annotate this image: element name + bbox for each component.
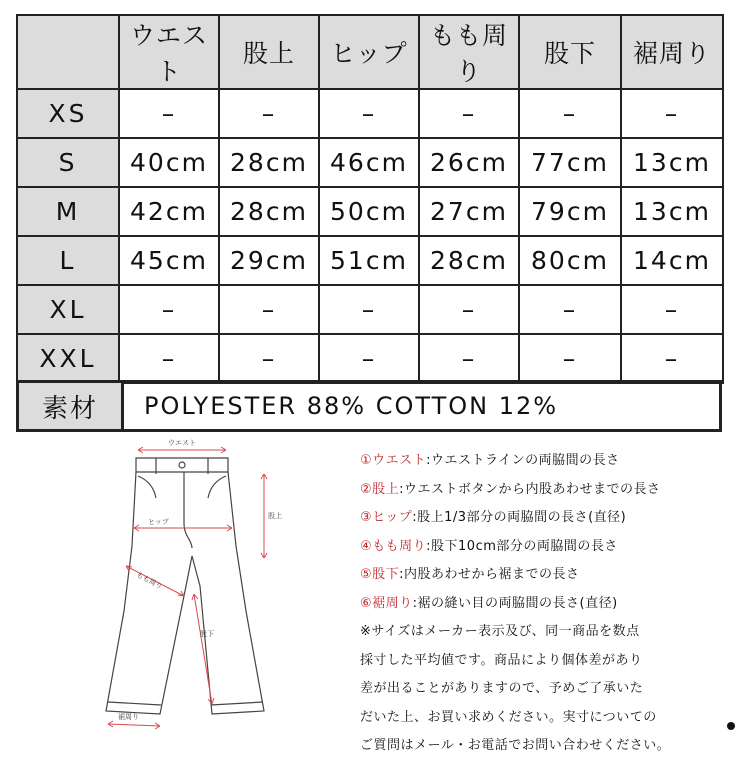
table-cell: – [319, 285, 419, 334]
note-key: ③ヒップ [360, 510, 413, 525]
table-cell: – [219, 285, 319, 334]
hip-label: ヒップ [148, 518, 169, 526]
table-cell: – [519, 89, 621, 138]
note-key: ⑤股下 [360, 567, 400, 582]
hem-arrow [108, 721, 160, 729]
inseam-label: 股下 [200, 630, 214, 638]
table-cell: 29cm [219, 236, 319, 285]
table-cell: 51cm [319, 236, 419, 285]
material-value: POLYESTER 88% COTTON 12% [144, 392, 559, 420]
table-cell: – [219, 89, 319, 138]
note-text: :ウエストボタンから内股あわせまでの長さ [399, 481, 661, 497]
note-row [360, 447, 732, 476]
size-label: XS [17, 89, 119, 138]
note-row [360, 533, 732, 562]
disclaimer-line: だいた上、お買い求めください。実寸についての [360, 709, 657, 725]
pants-diagram [96, 436, 296, 736]
table-cell: – [319, 89, 419, 138]
table-cell: – [219, 334, 319, 383]
size-label: S [17, 138, 119, 187]
note-text: :股下10cm部分の両脇間の長さ [426, 538, 618, 554]
table-cell: 28cm [219, 187, 319, 236]
size-label: XL [17, 285, 119, 334]
hem-label: 裾周り [118, 713, 139, 721]
table-cell: 13cm [621, 187, 723, 236]
column-header: 股上 [219, 15, 319, 89]
waistband-outline [136, 458, 228, 472]
disclaimer-line: ※サイズはメーカー表示及び、同一商品を数点 [360, 624, 640, 639]
note-text: :内股あわせから裾までの長さ [399, 567, 580, 582]
table-cell: 14cm [621, 236, 723, 285]
note-row [360, 561, 732, 590]
note-text: :裾の縫い目の両脇間の長さ(直径) [412, 595, 618, 611]
disclaimer-line: 差が出ることがありますので、予めご了承いた [360, 681, 644, 696]
note-key: ⑥裾周り [360, 595, 413, 611]
table-cell: – [319, 334, 419, 383]
material-label: 素材 [19, 383, 124, 429]
table-cell: – [119, 285, 219, 334]
table-cell: 80cm [519, 236, 621, 285]
left-hem [108, 702, 161, 705]
size-table [16, 14, 724, 384]
note-row [360, 590, 732, 619]
note-key: ②股上 [360, 481, 400, 497]
table-cell: – [519, 285, 621, 334]
table-row [17, 285, 723, 334]
fly-line [184, 472, 192, 548]
disclaimer-line: 採寸した平均値です。商品により個体差があり [360, 652, 643, 668]
note-row [360, 476, 732, 505]
table-cell: 46cm [319, 138, 419, 187]
table-cell: 42cm [119, 187, 219, 236]
table-cell: – [519, 334, 621, 383]
table-row [17, 236, 723, 285]
note-text: :股上1/3部分の両脇間の長さ(直径) [412, 510, 627, 525]
table-corner-cell [17, 15, 119, 89]
table-cell: 79cm [519, 187, 621, 236]
material-box [16, 380, 722, 432]
table-row [17, 334, 723, 383]
table-row [17, 89, 723, 138]
left-pocket [138, 476, 156, 498]
note-key: ①ウエスト [360, 453, 427, 468]
column-header: 股下 [519, 15, 621, 89]
disclaimer-line: ご質問はメール・お電話でお問い合わせください。 [360, 738, 671, 753]
table-cell: – [419, 334, 519, 383]
column-header: ウエスト [119, 15, 219, 89]
column-header: もも周り [419, 15, 519, 89]
table-cell: – [119, 334, 219, 383]
measurement-notes [360, 447, 732, 761]
column-header: 裾周り [621, 15, 723, 89]
table-row [17, 187, 723, 236]
column-header: ヒップ [319, 15, 419, 89]
button-icon [179, 462, 185, 468]
table-cell: – [419, 89, 519, 138]
note-text: :ウエストラインの両脇間の長さ [426, 453, 620, 468]
table-cell: 77cm [519, 138, 621, 187]
right-pocket [208, 476, 226, 498]
note-key: ④もも周り [360, 538, 427, 554]
rise-label: 股上 [268, 512, 282, 520]
size-label: L [17, 236, 119, 285]
table-cell: – [621, 89, 723, 138]
table-cell: – [419, 285, 519, 334]
dot-icon [727, 722, 735, 730]
note-row [360, 504, 732, 533]
table-cell: 27cm [419, 187, 519, 236]
waist-label: ウエスト [168, 439, 196, 447]
pants-outline [106, 472, 264, 714]
table-header-row [17, 15, 723, 89]
table-cell: 13cm [621, 138, 723, 187]
table-cell: – [621, 334, 723, 383]
rise-arrow [261, 474, 267, 558]
table-cell: 28cm [219, 138, 319, 187]
table-cell: 45cm [119, 236, 219, 285]
table-cell: 40cm [119, 138, 219, 187]
table-cell: – [119, 89, 219, 138]
inseam-arrow [192, 594, 214, 704]
table-row [17, 138, 723, 187]
waist-arrow [138, 447, 226, 453]
right-hem [211, 702, 263, 705]
table-cell: 28cm [419, 236, 519, 285]
table-cell: 50cm [319, 187, 419, 236]
thigh-label: もも周り [135, 570, 164, 591]
table-cell: 26cm [419, 138, 519, 187]
size-label: M [17, 187, 119, 236]
size-label: XXL [17, 334, 119, 383]
table-cell: – [621, 285, 723, 334]
